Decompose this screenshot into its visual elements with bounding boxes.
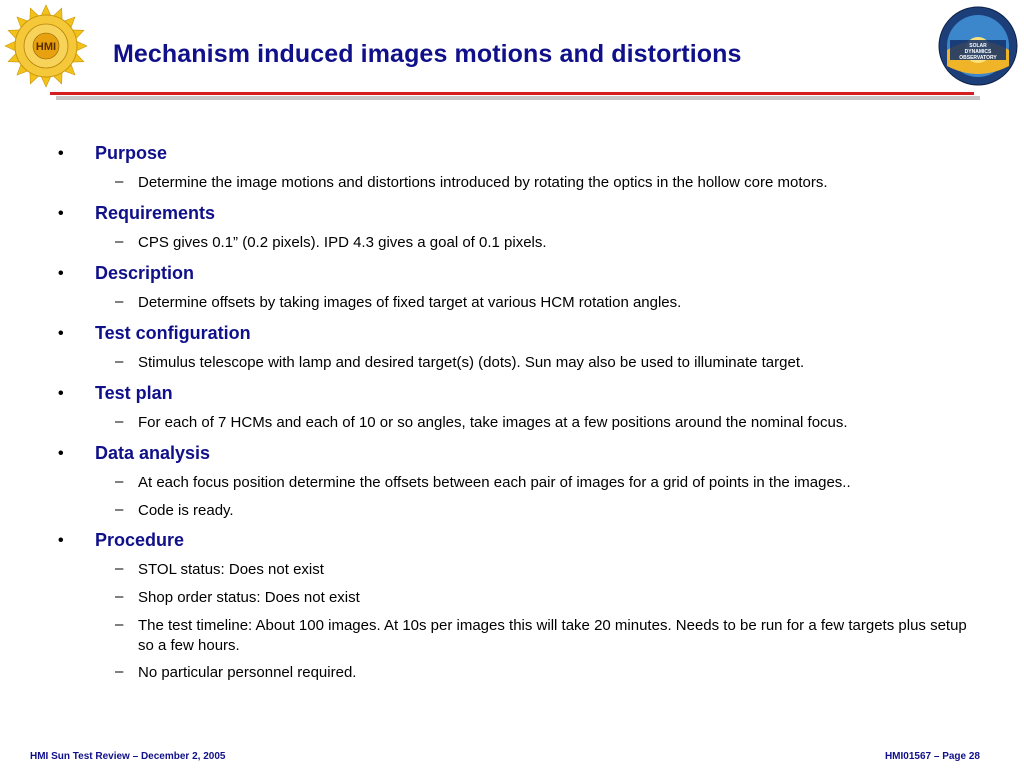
hmi-logo: [4, 4, 88, 88]
section-item: STOL status: Does not exist: [138, 561, 324, 578]
bullet-icon: •: [58, 445, 64, 462]
section-heading: Data analysis: [95, 443, 211, 463]
section-heading: Purpose: [95, 143, 168, 163]
dash-icon: –: [115, 233, 124, 250]
section-heading: Test plan: [95, 383, 173, 403]
svg-text:OBSERVATORY: OBSERVATORY: [959, 55, 997, 61]
bullet-icon: •: [58, 532, 64, 549]
footer-page-number: HMI01567 – Page 28: [884, 751, 980, 762]
dash-icon: –: [115, 173, 124, 190]
sdo-logo: [938, 6, 1018, 86]
section-item: The test timeline: About 100 images. At 10s per images this will take 20 minutes. Needs to be run for a few targets plus setup so a few hours.: [138, 617, 967, 654]
bullet-icon: •: [58, 205, 64, 222]
bullet-icon: •: [58, 385, 64, 402]
section-item: No particular personnel required.: [138, 664, 357, 681]
footer-event: HMI Sun Test Review – December 2, 2005: [30, 751, 226, 762]
section-item: CPS gives 0.1” (0.2 pixels). IPD 4.3 gives a goal of 0.1 pixels.: [138, 234, 547, 251]
dash-icon: –: [115, 616, 124, 633]
section-item: Stimulus telescope with lamp and desired target(s) (dots). Sun may also be used to illuminate target.: [138, 354, 805, 371]
svg-text:SOLAR: SOLAR: [969, 43, 987, 49]
section-heading: Test configuration: [95, 323, 251, 343]
dash-icon: –: [115, 293, 124, 310]
title-divider: [50, 92, 974, 98]
svg-text:HMI: HMI: [35, 41, 57, 53]
dash-icon: –: [115, 413, 124, 430]
dash-icon: –: [115, 501, 124, 518]
section-heading: Procedure: [95, 530, 185, 550]
section-heading: Requirements: [95, 203, 216, 223]
section-item: Shop order status: Does not exist: [138, 589, 360, 606]
section-item: At each focus position determine the offsets between each pair of images for a grid of points in the images..: [138, 474, 851, 491]
section-item: For each of 7 HCMs and each of 10 or so angles, take images at a few positions around the nominal focus.: [138, 414, 848, 431]
svg-text:DYNAMICS: DYNAMICS: [964, 49, 992, 55]
bullet-icon: •: [58, 265, 64, 282]
dash-icon: –: [115, 353, 124, 370]
bullet-icon: •: [58, 145, 64, 162]
bullet-icon: •: [58, 325, 64, 342]
section-item: Code is ready.: [138, 502, 234, 519]
dash-icon: –: [115, 663, 124, 680]
section-item: Determine offsets by taking images of fixed target at various HCM rotation angles.: [138, 294, 682, 311]
page-title: Mechanism induced images motions and distortions: [113, 40, 742, 68]
section-item: Determine the image motions and distortions introduced by rotating the optics in the hollow core motors.: [138, 174, 828, 191]
section-heading: Description: [95, 263, 195, 283]
dash-icon: –: [115, 588, 124, 605]
dash-icon: –: [115, 473, 124, 490]
dash-icon: –: [115, 560, 124, 577]
